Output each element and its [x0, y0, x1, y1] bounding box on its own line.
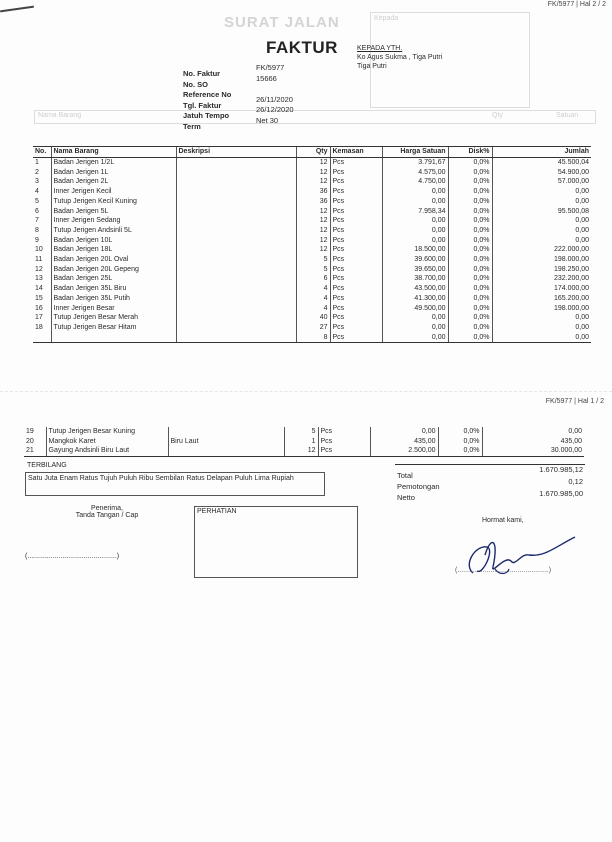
- cell-disk: 0,0%: [448, 284, 492, 294]
- cell-no: 12: [35, 265, 43, 273]
- cell-kem: Pcs: [330, 313, 382, 323]
- cell-harga: 38.700,00: [382, 274, 448, 284]
- cell-kem: Pcs: [330, 245, 382, 255]
- items-table-continued: [24, 427, 584, 457]
- cell-kem: Pcs: [330, 207, 382, 217]
- hormat-signature-line: (...............................................): [455, 567, 552, 574]
- col-kemasan: Kemasan: [330, 147, 382, 158]
- cell-kem: Pcs: [330, 177, 382, 187]
- cell-harga: 7.958,34: [382, 207, 448, 217]
- cell-qty: 36: [296, 187, 330, 197]
- potongan-label: Pemotongan: [397, 482, 440, 491]
- cell-kem: Pcs: [330, 226, 382, 236]
- cell-harga: 39.600,00: [382, 255, 448, 265]
- scan-mark: [0, 6, 34, 13]
- cell-kem: Pcs: [330, 304, 382, 314]
- cell-qty: 36: [296, 197, 330, 207]
- no-faktur-value: FK/5977: [256, 63, 285, 72]
- cell-jumlah: 174.000,00: [492, 284, 591, 294]
- cell-no: 11: [35, 256, 43, 264]
- perhatian-box: [194, 506, 358, 578]
- cell-nama: Inner Jerigen Sedang: [51, 216, 176, 226]
- col-jumlah: Jumlah: [492, 147, 591, 158]
- cell-desk: [176, 255, 296, 265]
- cell-kem: Pcs: [330, 265, 382, 275]
- cell-kem: Pcs: [330, 158, 382, 168]
- cell-qty: 27: [296, 323, 330, 333]
- cell-no: 7: [35, 217, 39, 225]
- cell-nama: Badan Jerigen 20L Gepeng: [51, 265, 176, 275]
- cell-disk: 0,0%: [448, 304, 492, 314]
- cell-qty: 12: [296, 177, 330, 187]
- cell-disk: 0,0%: [448, 187, 492, 197]
- no-so-value: 15666: [256, 73, 277, 83]
- table-row: [33, 216, 591, 226]
- total-label: Total: [397, 471, 413, 480]
- cell-nama: Tutup Jerigen Kecil Kuning: [51, 197, 176, 207]
- table-row: [33, 313, 591, 323]
- cell-kem: Pcs: [330, 333, 382, 343]
- summary-block: [397, 465, 583, 502]
- cell-jumlah: 0,00: [492, 333, 591, 343]
- penerima-caption: Tanda Tangan / Cap: [75, 512, 139, 519]
- cell-harga: 0,00: [382, 216, 448, 226]
- cell-nama: Badan Jerigen 18L: [51, 245, 176, 255]
- ghost-surat-jalan: SURAT JALAN: [224, 14, 340, 31]
- cell-nama: Gayung Andsinli Biru Laut: [46, 446, 168, 456]
- cell-desk: [176, 187, 296, 197]
- table-row: [33, 245, 591, 255]
- cell-no: 10: [35, 246, 43, 254]
- cell-qty: 1: [284, 437, 318, 447]
- cell-no: 18: [35, 323, 43, 331]
- page-reference-top: FK/5977 | Hal 2 / 2: [547, 1, 606, 8]
- cell-harga: 18.500,00: [382, 245, 448, 255]
- cell-qty: 12: [296, 216, 330, 226]
- cell-no: 6: [35, 207, 39, 215]
- cell-disk: 0,0%: [438, 427, 482, 437]
- table-row: [24, 427, 584, 437]
- tgl-faktur-label: Tgl. Faktur: [183, 100, 222, 110]
- cell-desk: [176, 245, 296, 255]
- table-row: [33, 304, 591, 314]
- cell-no: 21: [24, 446, 46, 456]
- hormat-label: Hormat kami,: [482, 517, 524, 524]
- cell-harga: 0,00: [382, 323, 448, 333]
- table-row: [33, 333, 591, 343]
- cell-no: 14: [35, 285, 43, 293]
- cell-disk: 0,0%: [448, 333, 492, 343]
- cell-no: 5: [35, 197, 39, 205]
- cell-desk: [176, 207, 296, 217]
- cell-qty: 6: [296, 274, 330, 284]
- cell-disk: 0,0%: [448, 226, 492, 236]
- ghost-qty: Qty: [492, 112, 503, 119]
- cell-qty: 12: [296, 236, 330, 246]
- cell-no: 17: [35, 314, 43, 322]
- cell-harga: 0,00: [382, 313, 448, 323]
- cell-desk: [168, 427, 284, 437]
- cell-desk: [176, 158, 296, 168]
- summary-rule: [395, 464, 585, 465]
- cell-nama: Tutup Jerigen Besar Hitam: [51, 323, 176, 333]
- col-harga-satuan: Harga Satuan: [382, 147, 448, 158]
- cell-nama: Badan Jerigen 5L: [51, 207, 176, 217]
- netto-value: 1.670.985,00: [539, 489, 583, 498]
- cell-harga: 435,00: [370, 437, 438, 447]
- jatuh-tempo-label: Jatuh Tempo: [183, 111, 230, 120]
- cell-qty: 40: [296, 313, 330, 323]
- potongan-value: 0,12: [568, 477, 583, 486]
- cell-no: 20: [26, 437, 34, 445]
- penerima-label: Penerima,: [91, 505, 123, 512]
- cell-jumlah: 30.000,00: [482, 446, 584, 456]
- cell-no: [33, 333, 51, 343]
- cell-jumlah: 165.200,00: [492, 294, 591, 304]
- terbilang-label: TERBILANG: [27, 462, 67, 469]
- cell-disk: 0,0%: [448, 313, 492, 323]
- cell-desk: [176, 265, 296, 275]
- cell-harga: 0,00: [382, 333, 448, 343]
- cell-harga: 49.500,00: [382, 304, 448, 314]
- penerima-signature-line: (..............................................): [25, 553, 120, 560]
- cell-nama: Badan Jerigen 10L: [51, 236, 176, 246]
- summary-potongan-row: [397, 476, 583, 491]
- cell-kem: Pcs: [330, 284, 382, 294]
- cell-harga: 39.650,00: [382, 265, 448, 275]
- cell-no: 9: [35, 236, 39, 244]
- cell-desk: [176, 333, 296, 343]
- cell-jumlah: 232.200,00: [492, 274, 591, 284]
- cell-qty: 12: [296, 207, 330, 217]
- cell-harga: 43.500,00: [382, 284, 448, 294]
- page-reference-bottom: FK/5977 | Hal 1 / 2: [545, 398, 604, 405]
- cell-jumlah: 95.500,08: [492, 207, 591, 217]
- cell-jumlah: 54.900,00: [492, 168, 591, 178]
- cell-harga: 4.750,00: [382, 177, 448, 187]
- cell-qty: 12: [296, 226, 330, 236]
- cell-kem: Pcs: [330, 197, 382, 207]
- cell-jumlah: 0,00: [492, 323, 591, 333]
- cell-nama: Tutup Jerigen Besar Merah: [51, 313, 176, 323]
- table-row: [33, 294, 591, 304]
- cell-qty: 5: [284, 427, 318, 437]
- cell-desk: [176, 216, 296, 226]
- cell-kem: Pcs: [330, 216, 382, 226]
- summary-netto-row: [397, 487, 583, 502]
- cell-nama: Badan Jerigen 1/2L: [51, 158, 176, 168]
- cell-jumlah: 0,00: [492, 197, 591, 207]
- cell-no: 19: [26, 428, 34, 435]
- cell-desk: [176, 274, 296, 284]
- table-row: [24, 446, 584, 456]
- cell-nama: Inner Jerigen Kecil: [51, 187, 176, 197]
- cell-nama: Inner Jerigen Besar: [51, 304, 176, 314]
- cell-nama: Badan Jerigen 20L Oval: [51, 255, 176, 265]
- cell-desk: [176, 177, 296, 187]
- cell-jumlah: 0,00: [492, 236, 591, 246]
- invoice-meta: [183, 63, 343, 131]
- table-row: [33, 168, 591, 178]
- cell-desk: [176, 304, 296, 314]
- table-row: [33, 158, 591, 168]
- cell-kem: Pcs: [330, 274, 382, 284]
- customer-name: Ko Agus Sukma , Tiga Putri: [357, 54, 443, 61]
- cell-jumlah: 0,00: [492, 226, 591, 236]
- total-value: 1.670.985,12: [539, 465, 583, 474]
- cell-kem: Pcs: [330, 236, 382, 246]
- cell-harga: 3.791,67: [382, 158, 448, 168]
- cell-disk: 0,0%: [448, 207, 492, 217]
- cell-desk: [176, 236, 296, 246]
- cell-no: 8: [35, 226, 39, 234]
- tgl-faktur-value: 26/11/2020: [256, 94, 293, 104]
- cell-no: 2: [35, 168, 39, 176]
- table-row: [33, 236, 591, 246]
- cell-jumlah: 0,00: [482, 427, 584, 437]
- table-row: [33, 207, 591, 217]
- terbilang-box: [25, 472, 325, 496]
- table-row: [33, 274, 591, 284]
- netto-label: Netto: [397, 493, 415, 502]
- no-faktur-label: No. Faktur: [183, 69, 221, 78]
- cell-desk: [176, 226, 296, 236]
- cell-desk: [176, 294, 296, 304]
- cell-disk: 0,0%: [448, 323, 492, 333]
- cell-disk: 0,0%: [448, 255, 492, 265]
- document-title: FAKTUR: [266, 38, 338, 57]
- customer-block: [357, 44, 442, 71]
- cell-jumlah: 0,00: [492, 216, 591, 226]
- cell-jumlah: 45.500,04: [492, 158, 591, 168]
- cell-qty: 5: [296, 255, 330, 265]
- cell-nama: Badan Jerigen 35L Putih: [51, 294, 176, 304]
- table-row: [33, 197, 591, 207]
- cell-jumlah: 57.000,00: [492, 177, 591, 187]
- cell-jumlah: 222.000,00: [492, 245, 591, 255]
- items-table: [33, 146, 591, 343]
- cell-jumlah: 0,00: [492, 313, 591, 323]
- cell-desk: [176, 168, 296, 178]
- cell-disk: 0,0%: [448, 245, 492, 255]
- table-row: [33, 226, 591, 236]
- cell-qty: 12: [296, 245, 330, 255]
- signature-scribble: [455, 525, 585, 585]
- cell-qty: 12: [296, 168, 330, 178]
- cell-kem: Pcs: [330, 187, 382, 197]
- cell-disk: 0,0%: [438, 437, 482, 447]
- cell-qty: 8: [296, 333, 330, 343]
- no-so-label: No. SO: [183, 79, 209, 89]
- cell-disk: 0,0%: [448, 177, 492, 187]
- cell-kem: Pcs: [330, 255, 382, 265]
- term-value: Net 30: [256, 115, 279, 125]
- cell-nama: Tutup Jerigen Besar Kuning: [46, 427, 168, 437]
- cell-harga: 0,00: [382, 226, 448, 236]
- cell-qty: 12: [284, 446, 318, 456]
- customer-heading: KEPADA YTH.: [357, 45, 403, 52]
- cell-nama: Badan Jerigen 2L: [51, 177, 176, 187]
- ghost-kepada-label: Kepada: [374, 15, 399, 22]
- page-divider: [0, 391, 612, 392]
- table-row: [24, 437, 584, 447]
- cell-no: 15: [35, 294, 43, 302]
- cell-disk: 0,0%: [448, 274, 492, 284]
- cell-disk: 0,0%: [448, 265, 492, 275]
- cell-kem: Pcs: [318, 427, 370, 437]
- cell-harga: 4.575,00: [382, 168, 448, 178]
- table-header-row: [33, 147, 591, 158]
- penerima-block: [52, 505, 162, 519]
- cell-disk: 0,0%: [448, 236, 492, 246]
- cell-desk: [176, 197, 296, 207]
- perhatian-label: PERHATIAN: [197, 508, 237, 515]
- cell-nama: Badan Jerigen 25L: [51, 274, 176, 284]
- cell-harga: 2.500,00: [370, 446, 438, 456]
- ghost-satuan: Satuan: [556, 112, 579, 119]
- customer-address: Tiga Putri: [357, 63, 387, 70]
- cell-kem: Pcs: [330, 168, 382, 178]
- jatuh-tempo-value: 26/12/2020: [256, 105, 294, 114]
- cell-disk: 0,0%: [448, 168, 492, 178]
- cell-kem: Pcs: [330, 294, 382, 304]
- cell-no: 13: [35, 275, 43, 283]
- table-row: [33, 255, 591, 265]
- cell-desk: [176, 284, 296, 294]
- table-row: [33, 177, 591, 187]
- col-disk: Disk%: [448, 147, 492, 158]
- cell-qty: 4: [296, 304, 330, 314]
- term-label: Term: [183, 121, 201, 131]
- cell-qty: 4: [296, 294, 330, 304]
- cell-qty: 4: [296, 284, 330, 294]
- cell-kem: Pcs: [318, 437, 370, 447]
- col-nama-barang: Nama Barang: [51, 147, 176, 158]
- cell-harga: 0,00: [370, 427, 438, 437]
- cell-no: 1: [35, 159, 39, 166]
- cell-disk: 0,0%: [448, 158, 492, 168]
- cell-desk: [176, 323, 296, 333]
- table-row: [33, 284, 591, 294]
- cell-jumlah: 198.250,00: [492, 265, 591, 275]
- cell-jumlah: 435,00: [482, 437, 584, 447]
- cell-no: 3: [35, 178, 39, 186]
- table-row: [33, 323, 591, 333]
- cell-harga: 41.300,00: [382, 294, 448, 304]
- cell-nama: [51, 333, 176, 343]
- cell-no: 16: [35, 304, 43, 312]
- cell-desk: [168, 446, 284, 456]
- summary-total-row: [397, 465, 583, 480]
- cell-no: 4: [35, 188, 39, 196]
- col-qty: Qty: [296, 147, 330, 158]
- cell-desk: [176, 313, 296, 323]
- table-row: [33, 187, 591, 197]
- cell-nama: Mangkok Karet: [46, 437, 168, 447]
- cell-jumlah: 198.000,00: [492, 304, 591, 314]
- cell-jumlah: 0,00: [492, 187, 591, 197]
- cell-disk: 0,0%: [448, 216, 492, 226]
- reference-label: Reference No: [183, 90, 232, 99]
- terbilang-text: Satu Juta Enam Ratus Tujuh Puluh Ribu Sembilan Ratus Delapan Puluh Lima Rupiah: [28, 475, 294, 482]
- cell-disk: 0,0%: [448, 197, 492, 207]
- cell-jumlah: 198.000,00: [492, 255, 591, 265]
- cell-nama: Tutup Jerigen Andsinli 5L: [51, 226, 176, 236]
- cell-qty: 12: [296, 158, 330, 168]
- cell-desk: Biru Laut: [168, 437, 284, 447]
- cell-harga: 0,00: [382, 187, 448, 197]
- cell-kem: Pcs: [330, 323, 382, 333]
- cell-harga: 0,00: [382, 197, 448, 207]
- cell-qty: 5: [296, 265, 330, 275]
- cell-nama: Badan Jerigen 1L: [51, 168, 176, 178]
- col-deskripsi: Deskripsi: [176, 147, 296, 158]
- cell-disk: 0,0%: [438, 446, 482, 456]
- ghost-nama-barang: Nama Barang: [38, 112, 82, 119]
- cell-disk: 0,0%: [448, 294, 492, 304]
- cell-kem: Pcs: [318, 446, 370, 456]
- table-row: [33, 265, 591, 275]
- cell-harga: 0,00: [382, 236, 448, 246]
- cell-nama: Badan Jerigen 35L Biru: [51, 284, 176, 294]
- col-no: No.: [33, 147, 51, 158]
